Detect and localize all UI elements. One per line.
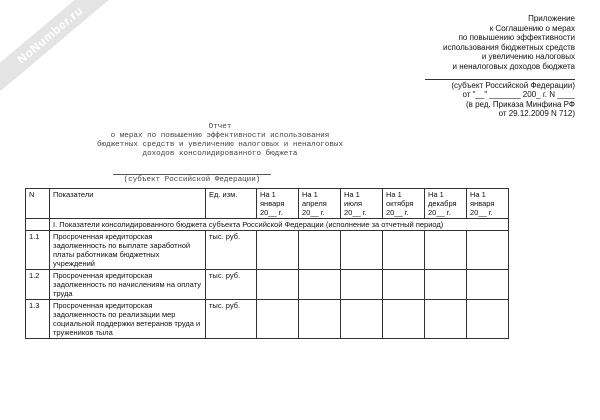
- header-date: [257, 189, 299, 219]
- subject-underline: [425, 79, 575, 80]
- report-subject-caption: (субъект Российской Федерации): [113, 174, 271, 184]
- title-line: о мерах по повышению эффективности использования: [110, 132, 330, 140]
- header-date: [383, 189, 425, 219]
- h: На 1: [386, 190, 402, 199]
- header-date: [467, 189, 509, 219]
- value-cell[interactable]: [299, 270, 341, 300]
- header-date: [341, 189, 383, 219]
- appendix-line: Приложение: [528, 14, 575, 23]
- value-cell[interactable]: [425, 270, 467, 300]
- section-row: [26, 219, 509, 231]
- value-cell[interactable]: [383, 270, 425, 300]
- value-cell[interactable]: [383, 231, 425, 270]
- appendix-line: к Соглашению о мерах: [489, 23, 575, 33]
- h: 20__ г.: [260, 208, 283, 217]
- h: На 1: [344, 190, 360, 199]
- row-n: 1.2: [26, 270, 50, 300]
- row-unit: тыс. руб.: [206, 231, 257, 270]
- h: 20__ г.: [386, 208, 409, 217]
- value-cell[interactable]: [341, 231, 383, 270]
- h: На 1: [428, 190, 444, 199]
- h: июля: [344, 199, 363, 208]
- appendix-line: и увеличению налоговых: [481, 52, 575, 62]
- row-name: Просроченная кредиторская задолженность по выплате заработной платы работникам бюджетных учреждений: [50, 231, 206, 270]
- value-cell[interactable]: [467, 231, 509, 270]
- value-cell[interactable]: [467, 270, 509, 300]
- title-line: Отчет: [208, 123, 232, 131]
- appendix-line: использования бюджетных средств: [443, 42, 575, 52]
- table-row: [26, 300, 509, 339]
- value-cell[interactable]: [467, 300, 509, 339]
- value-cell[interactable]: [257, 300, 299, 339]
- header-date: [299, 189, 341, 219]
- h: 20__ г.: [470, 208, 493, 217]
- h: На 1: [302, 190, 318, 199]
- row-name: Просроченная кредиторская задолженность по реализации мер социальной поддержки ветеранов труда и тружеников тыла: [50, 300, 206, 339]
- appendix-header: [425, 14, 575, 119]
- row-unit: тыс. руб.: [206, 300, 257, 339]
- report-table: [25, 188, 509, 339]
- cell: [26, 219, 50, 231]
- row-name: Просроченная кредиторская задолженность по начислениям на оплату труда: [50, 270, 206, 300]
- h: января: [260, 199, 285, 208]
- h: 20__ г.: [344, 208, 367, 217]
- header-row: [26, 189, 509, 219]
- value-cell[interactable]: [341, 300, 383, 339]
- edition-line: (в ред. Приказа Минфина РФ: [465, 99, 575, 109]
- value-cell[interactable]: [257, 231, 299, 270]
- h: декабря: [428, 199, 457, 208]
- header-date: [425, 189, 467, 219]
- table-row: [26, 231, 509, 270]
- h: На 1: [470, 190, 486, 199]
- appendix-line: и неналоговых доходов бюджета: [452, 61, 575, 71]
- value-cell[interactable]: [341, 270, 383, 300]
- subject-caption: (субъект Российской Федерации): [451, 80, 575, 90]
- title-line: доходов консолидированного бюджета: [142, 150, 298, 158]
- header-n: N: [26, 189, 50, 219]
- row-unit: тыс. руб.: [206, 270, 257, 300]
- value-cell[interactable]: [257, 270, 299, 300]
- header-unit: Ед. изм.: [206, 189, 257, 219]
- appendix-line: по повышению эффективности: [458, 33, 575, 43]
- watermark: NoNumber.ru: [0, 0, 118, 95]
- row-n: 1.3: [26, 300, 50, 339]
- row-n: 1.1: [26, 231, 50, 270]
- header-indicators: Показатели: [50, 189, 206, 219]
- edition-line: от 29.12.2009 N 712): [498, 109, 575, 119]
- value-cell[interactable]: [425, 300, 467, 339]
- table-row: [26, 270, 509, 300]
- value-cell[interactable]: [425, 231, 467, 270]
- h: 20__ г.: [302, 208, 325, 217]
- date-line: от "__" _______ 200_ г. N ____: [462, 90, 575, 100]
- title-line: бюджетных средств и увеличению налоговых и неналоговых: [96, 141, 344, 149]
- value-cell[interactable]: [299, 300, 341, 339]
- value-cell[interactable]: [299, 231, 341, 270]
- h: октября: [386, 199, 414, 208]
- section-title: I. Показатели консолидированного бюджета субъекта Российской Федерации (исполнение за отчетный период): [50, 219, 509, 231]
- h: апреля: [302, 199, 327, 208]
- report-title: [0, 123, 440, 159]
- h: На 1: [260, 190, 276, 199]
- h: 20__ г.: [428, 208, 451, 217]
- value-cell[interactable]: [383, 300, 425, 339]
- h: января: [470, 199, 495, 208]
